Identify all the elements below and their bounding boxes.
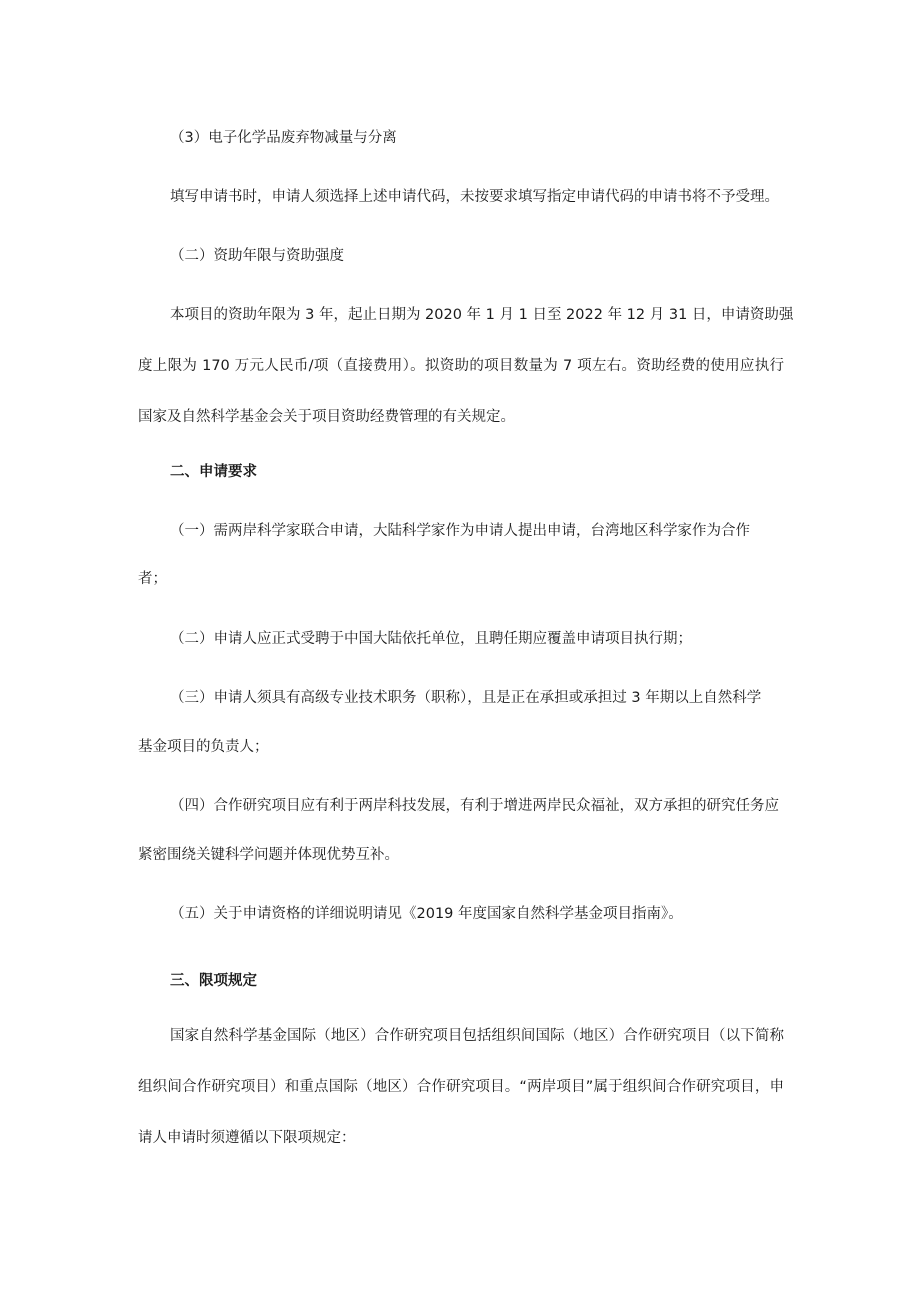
section-funding-title: （二）资助年限与资助强度 bbox=[170, 248, 344, 264]
requirement-5: （五）关于申请资格的详细说明请见《2019 年度国家自然科学基金项目指南》。 bbox=[170, 906, 683, 922]
requirement-1-line-1: （一）需两岸科学家联合申请，大陆科学家作为申请人提出申请，台湾地区科学家作为合作 bbox=[170, 523, 750, 539]
requirement-3-line-2: 基金项目的负责人； bbox=[138, 739, 269, 755]
requirement-2: （二）申请人应正式受聘于中国大陆依托单位，且聘任期应覆盖申请项目执行期； bbox=[170, 631, 692, 647]
paragraph-code-note: 填写申请书时，申请人须选择上述申请代码，未按要求填写指定申请代码的申请书将不予受理。 bbox=[170, 189, 779, 205]
funding-line-2: 度上限为 170 万元人民币/项（直接费用）。拟资助的项目数量为 7 项左右。资助经费的使用应执行 bbox=[138, 358, 784, 374]
requirement-3-line-1: （三）申请人须具有高级专业技术职务（职称），且是正在承担或承担过 3 年期以上自然科学 bbox=[170, 690, 762, 706]
limits-line-3: 请人申请时须遵循以下限项规定： bbox=[138, 1130, 356, 1146]
requirement-1-line-2: 者； bbox=[138, 571, 167, 587]
requirement-4-line-2: 紧密围绕关键科学问题并体现优势互补。 bbox=[138, 847, 399, 863]
heading-requirements: 二、申请要求 bbox=[170, 464, 257, 480]
limits-line-1: 国家自然科学基金国际（地区）合作研究项目包括组织间国际（地区）合作研究项目（以下简称 bbox=[170, 1028, 784, 1044]
funding-line-1: 本项目的资助年限为 3 年，起止日期为 2020 年 1 月 1 日至 2022 年 12 月 31 日，申请资助强 bbox=[170, 307, 794, 323]
subitem-3: （3）电子化学品废弃物减量与分离 bbox=[170, 130, 397, 146]
funding-line-3: 国家及自然科学基金会关于项目资助经费管理的有关规定。 bbox=[138, 409, 515, 425]
requirement-4-line-1: （四）合作研究项目应有利于两岸科技发展，有利于增进两岸民众福祉，双方承担的研究任务应 bbox=[170, 798, 779, 814]
limits-line-2: 组织间合作研究项目）和重点国际（地区）合作研究项目。“两岸项目”属于组织间合作研究项目，申 bbox=[138, 1079, 784, 1095]
heading-limits: 三、限项规定 bbox=[170, 973, 257, 989]
